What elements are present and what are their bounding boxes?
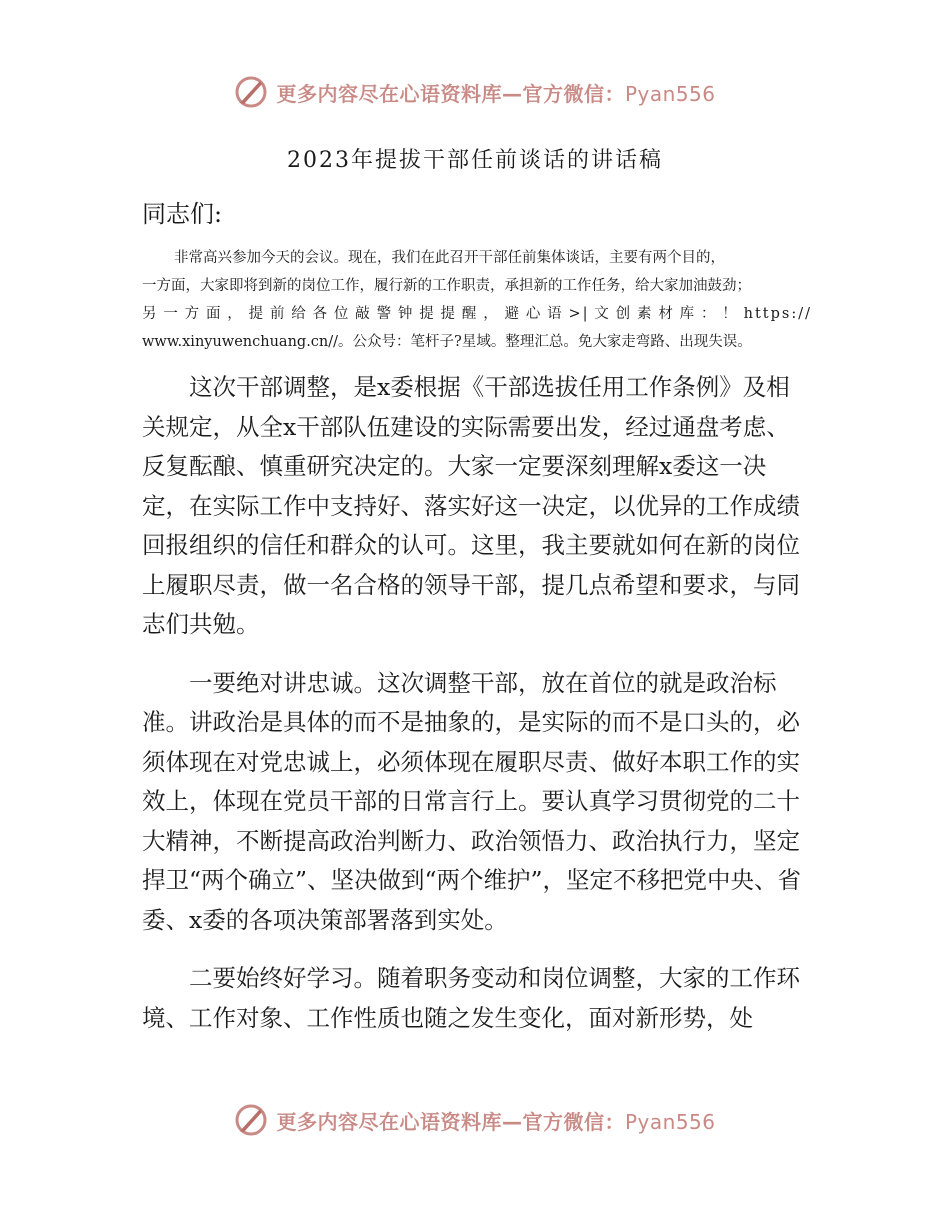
- body-paragraph: 一要绝对讲忠诚。这次调整干部，放在首位的就是政治标准。讲政治是具体的而不是抽象的，是实际的而不是口头的，必须体现在对党忠诚上，必须体现在履职尽责、做好本职工作的实效上，体现在党员干部的日常言行上。要认真学习贯彻党的二十大精神，不断提高政治判断力、政治领悟力、政治执行力，坚定捍卫“两个确立”、坚决做到“两个维护”，坚定不移把党中央、省委、x委的各项决策部署落到实处。: [142, 668, 802, 934]
- intro-paragraph: [142, 244, 812, 356]
- intro-line: 非常高兴参加今天的会议。现在，我们在此召开干部任前集体谈话，主要有两个目的，: [174, 250, 725, 266]
- wechat-id: Pyan556: [624, 1109, 716, 1134]
- document-body: [142, 368, 812, 1057]
- intro-line: 一方面，大家即将到新的岗位工作，履行新的工作职责，承担新的工作任务，给大家加油鼓劲；: [142, 278, 751, 294]
- quill-pen-logo-icon: [234, 75, 268, 109]
- document-title: 2023年提拔干部任前谈话的讲话稿: [287, 148, 663, 173]
- salutation: 同志们:: [142, 200, 223, 228]
- banner-text: 更多内容尽在心语资料库—官方微信：Pyan556: [276, 81, 716, 106]
- banner-text: 更多内容尽在心语资料库—官方微信：Pyan556: [276, 1109, 716, 1134]
- body-paragraph: 这次干部调整，是x委根据《干部选拔任用工作条例》及相关规定，从全x干部队伍建设的实际需要出发，经过通盘考虑、反复酝酿、慎重研究决定的。大家一定要深刻理解x委这一决定，在实际工作中支持好、落实好这一决定，以优异的工作成绩回报组织的信任和群众的认可。这里，我主要就如何在新的岗位上履职尽责，做一名合格的领导干部，提几点希望和要求，与同志们共勉。: [142, 373, 800, 638]
- header-banner: [0, 70, 950, 114]
- quill-pen-logo-icon: [234, 1103, 268, 1137]
- body-paragraph: 二要始终好学习。随着职务变动和岗位调整，大家的工作环境、工作对象、工作性质也随之发生变化，面对新形势，处: [142, 964, 800, 1032]
- wechat-id: Pyan556: [624, 81, 716, 106]
- intro-line: 另一方面，提前给各位敲警钟提提醒，避心语>|文创素材库：！https://: [142, 306, 812, 322]
- intro-line: www.xinyuwenchuang.cn//。公众号：笔杆子?星域。整理汇总。免大家走弯路、出现失误。: [142, 334, 752, 350]
- footer-banner: [0, 1098, 950, 1142]
